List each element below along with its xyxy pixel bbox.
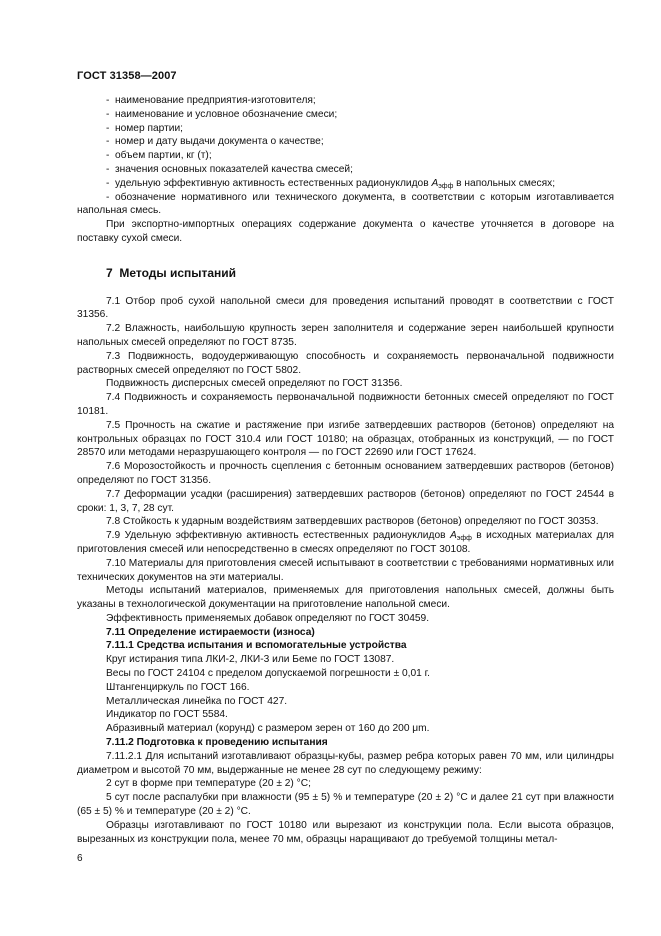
subsection-heading-7-11-2: 7.11.2 Подготовка к проведению испытания — [106, 737, 328, 749]
list-item-text: номер и дату выдачи документа о качестве; — [115, 136, 324, 148]
equipment-item: Штангенциркуль по ГОСТ 166. — [106, 681, 250, 693]
page-number: 6 — [77, 853, 83, 864]
paragraph-7-2: 7.2 Влажность, наибольшую крупность зерен заполнителя и содержание зерен наибольшей крупности напольных смесей определяют по ГОСТ 8735. — [77, 323, 614, 348]
text-fragment: удельную эффективную активность естественных радионуклидов — [115, 177, 432, 189]
dash-bullet: - — [106, 177, 110, 189]
text-fragment: 7.9 Удельную эффективную активность естественных радионуклидов — [106, 530, 450, 542]
list-item-last — [77, 191, 614, 219]
list-item-text: обозначение нормативного или технического документа, в соответствии с которым изготавливается напольная смесь. — [77, 191, 614, 217]
section-number: 7 — [106, 265, 113, 280]
section-title: Методы испытаний — [119, 265, 237, 280]
paragraph-7-6: 7.6 Морозостойкость и прочность сцепления с бетонным основанием затвердевших растворов (бетонов) определяют по ГОСТ 31356. — [77, 461, 614, 486]
dash-bullet: - — [106, 191, 115, 203]
section-heading — [106, 267, 614, 281]
list-item-text: наименование и условное обозначение смеси; — [115, 108, 338, 120]
list-item-text: объем партии, кг (т); — [115, 150, 212, 162]
paragraph-7-3: 7.3 Подвижность, водоудерживающую способность и сохраняемость первоначальной подвижности растворных смесей определяют по ГОСТ 5802. — [77, 350, 614, 376]
dash-bullet: - — [106, 108, 110, 120]
paragraph-7-8: 7.8 Стойкость к ударным воздействиям затвердевших растворов (бетонов) определяют по ГОСТ 30353. — [106, 516, 599, 528]
list-item-text: наименование предприятия-изготовителя; — [115, 95, 316, 106]
dash-bullet: - — [106, 136, 110, 148]
paragraph-7-10c: Эффективность применяемых добавок определяют по ГОСТ 30459. — [106, 612, 430, 624]
equipment-item: Абразивный материал (корунд) с размером зерен от 160 до 200 μm. — [106, 723, 430, 735]
paragraph-7-11-2-1: 7.11.2.1 Для испытаний изготавливают образцы-кубы, размер ребра которых равен 70 мм, или цилиндры диаметром и высотой 70 мм, выдержанные не менее 28 сут по следующему режиму: — [77, 750, 614, 776]
list-item — [77, 108, 614, 122]
list-item-activity — [77, 177, 614, 191]
regime-item-2: 5 сут после распалубки при влажности (95 ± 5) % и температуре (20 ± 2) °С и далее 21 сут при влажности (65 ± 5) % и температуре (20 ± 2) °С. — [77, 792, 614, 818]
page-content — [77, 94, 614, 846]
paragraph-export: При экспортно-импортных операциях содержание документа о качестве уточняется в договоре на поставку сухой смеси. — [77, 219, 614, 244]
symbol-subscript: эфф — [456, 535, 472, 543]
dash-bullet: - — [106, 163, 110, 175]
equipment-item: Весы по ГОСТ 24104 с пределом допускаемой погрешности ± 0,01 г. — [106, 668, 430, 680]
list-item — [77, 122, 614, 136]
equipment-item: Индикатор по ГОСТ 5584. — [106, 709, 228, 721]
paragraph-7-10b: Методы испытаний материалов, применяемых для приготовления напольных смесей, должны быть указаны в технологической документации на приготовление напольной смеси. — [77, 585, 614, 611]
paragraph-7-9 — [77, 529, 614, 557]
symbol-subscript: эфф — [438, 182, 454, 190]
paragraph-7-1: 7.1 Отбор проб сухой напольной смеси для проведения испытаний проводят в соответствии с ГОСТ 31356. — [77, 295, 614, 321]
list-item — [77, 135, 614, 149]
list-item — [77, 149, 614, 163]
list-item — [77, 163, 614, 177]
symbol-a: A — [449, 530, 457, 542]
text-fragment: в напольных смесях; — [453, 177, 556, 189]
paragraph-7-10: 7.10 Материалы для приготовления смесей испытывают в соответствии с требованиями нормативных или технических документов на эти материалы. — [77, 557, 614, 583]
regime-item-1: 2 сут в форме при температуре (20 ± 2) °С; — [106, 778, 311, 790]
subsection-heading-7-11: 7.11 Определение истираемости (износа) — [106, 626, 315, 638]
paragraph-7-3b: Подвижность дисперсных смесей определяют по ГОСТ 31356. — [106, 378, 403, 390]
paragraph-7-7: 7.7 Деформации усадки (расширения) затвердевших растворов (бетонов) определяют по ГОСТ 24544 в сроки: 1, 3, 7, 28 сут. — [77, 488, 614, 514]
list-item-text: номер партии; — [115, 122, 183, 134]
list-item — [77, 94, 614, 108]
symbol-a: A — [431, 177, 439, 189]
dash-bullet: - — [106, 122, 110, 134]
text-fragment: в исходных материалах для приготовления смесей или непосредственно в смесях определяют по ГОСТ 30108. — [77, 530, 614, 555]
paragraph-7-5: 7.5 Прочность на сжатие и растяжение при изгибе затвердевших растворов (бетонов) определяют на контрольных образцах по ГОСТ 310.4 или ГОСТ 10180; на образцах, отобранных из конструкций, — по ГОСТ 28570 или методами неразрушающего контроля — по ГОСТ 22690 или ГОСТ 17624. — [77, 419, 614, 459]
paragraph-7-4: 7.4 Подвижность и сохраняемость первоначальной подвижности бетонных смесей определяют по ГОСТ 10181. — [77, 392, 614, 417]
dash-bullet: - — [106, 95, 110, 106]
subsection-heading-7-11-1: 7.11.1 Средства испытания и вспомогательные устройства — [106, 640, 407, 652]
equipment-item: Металлическая линейка по ГОСТ 427. — [106, 695, 288, 707]
equipment-item: Круг истирания типа ЛКИ-2, ЛКИ-3 или Беме по ГОСТ 13087. — [106, 654, 395, 666]
paragraph-last: Образцы изготавливают по ГОСТ 10180 или вырезают из конструкции пола. Если высота образцов, вырезанных из конструкции пола, менее 70 мм, образцы наращивают до требуемой толщины метал- — [77, 819, 614, 845]
list-item-text: значения основных показателей качества смесей; — [115, 163, 353, 175]
document-header: ГОСТ 31358—2007 — [77, 70, 177, 82]
dash-bullet: - — [106, 150, 110, 162]
